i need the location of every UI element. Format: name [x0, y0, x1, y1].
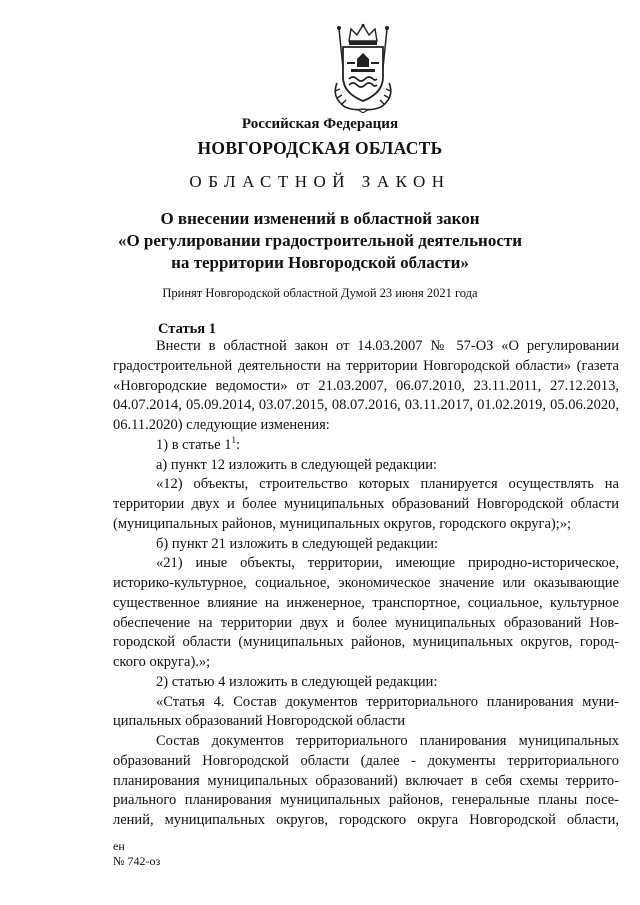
text-line: городской области (муниципальных районов, муниципальных округов, город-: [113, 634, 619, 651]
law-title-line: «О регулировании градостроительной деятельности: [117, 231, 523, 250]
country-name: Российская Федерация: [241, 116, 399, 132]
footer-number: № 742-оз: [113, 854, 161, 868]
text-line: ципальных образований Новгородской области: [113, 713, 405, 730]
text-line: историко-культурное, социальное, экономическое значение или оказывающие: [113, 575, 619, 591]
text-line: (муниципальных районов, муниципальных округов, городского округа);»;: [113, 515, 572, 532]
footer-initials: ен: [113, 839, 125, 853]
adoption-note: Принят Новгородской областной Думой 23 июня 2021 года: [162, 286, 478, 300]
law-title-line: О внесении изменений в областной закон: [160, 209, 480, 228]
text-line: 2) статью 4 изложить в следующей редакции:: [156, 673, 438, 690]
text-span: 1) в статье 1: [156, 436, 232, 453]
text-line: Внести в областной закон от 14.03.2007 № 57-ОЗ «О регулировании: [156, 338, 619, 354]
law-title-line: на территории Новгородской области»: [171, 253, 469, 272]
text-line: «Статья 4. Состав документов территориального планирования муни-: [156, 693, 619, 710]
text-line: [113, 436, 619, 456]
superscript: 1: [231, 434, 236, 445]
text-line: риального планирования муниципальных районов, генеральные планы посе-: [113, 792, 619, 809]
region-name: НОВГОРОДСКАЯ ОБЛАСТЬ: [197, 138, 443, 158]
text-line: образований Новгородской области (далее - документы территориального: [113, 752, 619, 769]
law-title: [0, 208, 640, 274]
text-line: ского округа).»;: [113, 654, 211, 670]
article-body: [113, 337, 619, 831]
text-line: 06.11.2020) следующие изменения:: [113, 417, 330, 433]
text-line: а) пункт 12 изложить в следующей редакции:: [156, 456, 438, 473]
article-heading: Статья 1: [158, 321, 216, 337]
text-span: :: [235, 436, 240, 453]
text-line: планирования муниципальных образований) включает в себя схемы террито-: [113, 772, 619, 789]
text-line: Состав документов территориального планирования муниципальных: [156, 733, 619, 749]
law-type-heading: ОБЛАСТНОЙ ЗАКОН: [189, 172, 451, 191]
coat-of-arms-emblem: [327, 23, 399, 113]
text-line: б) пункт 21 изложить в следующей редакции:: [156, 535, 438, 552]
text-line: градостроительной деятельности на территории Новгородской области» (газета: [113, 357, 619, 374]
text-line: «Новгородские ведомости» от 21.03.2007, 06.07.2010, 23.11.2011, 27.12.2013,: [113, 377, 619, 394]
text-line: территории двух и более муниципальных образований Новгородской области: [113, 496, 619, 512]
text-line: лений, муниципальных округов, городского округа Новгородской области,: [113, 812, 619, 828]
text-line: обеспечение на территории двух и более муниципальных образований Нов-: [113, 614, 619, 631]
text-line: «21) иные объекты, территории, имеющие природно-историческое,: [156, 555, 619, 572]
text-line: «12) объекты, строительство которых планируется осуществлять на: [156, 476, 619, 493]
footer-note: [113, 839, 160, 869]
text-line: существенное влияние на инженерное, транспортное, социальное, культурное: [113, 594, 619, 611]
text-line: 04.07.2014, 05.09.2014, 03.07.2015, 08.07.2016, 03.11.2017, 01.02.2019, 05.06.2020,: [113, 397, 619, 414]
